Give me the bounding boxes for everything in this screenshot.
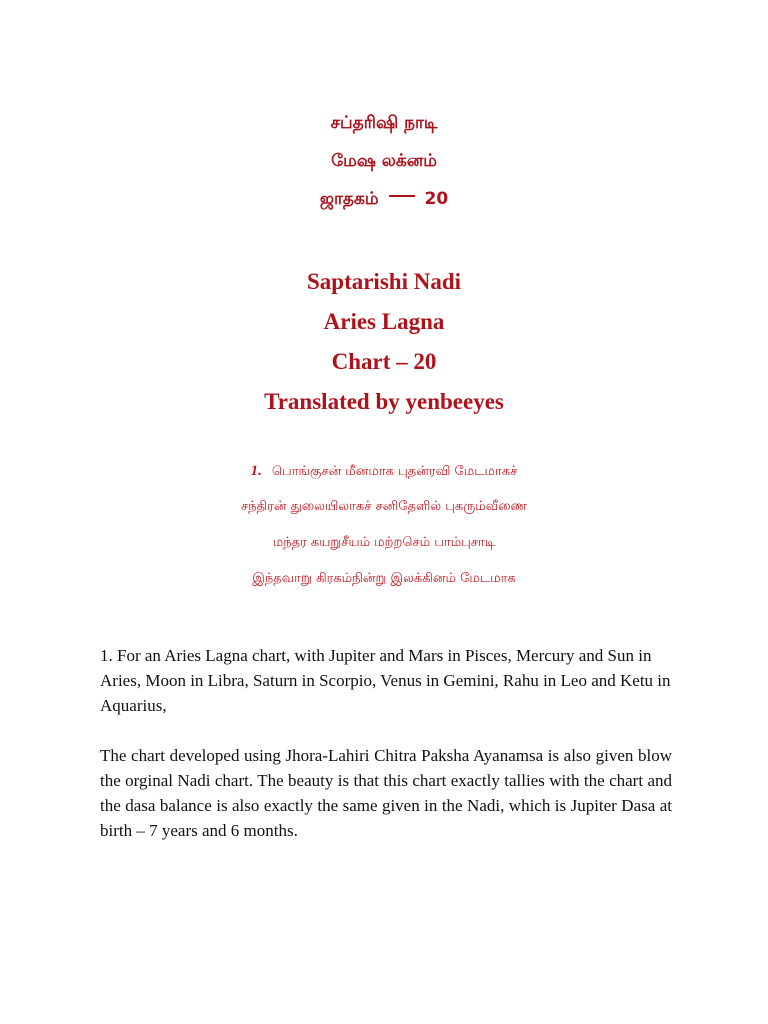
- english-title-line-2: Aries Lagna: [323, 309, 445, 334]
- verse-line-4: இந்தவாறு கிரகம்நின்று இலக்கினம் மேடமாக: [252, 571, 516, 586]
- tamil-title-line-1: சப்தரிஷி நாடி: [330, 113, 438, 133]
- verse-line-1-text: பொங்குசன் மீனமாக புதன்ரவி மேடமாகச்: [271, 464, 518, 479]
- tamil-verse: [0, 453, 768, 597]
- verse-line-1: [0, 453, 768, 489]
- translation-paragraph-1: 1. For an Aries Lagna chart, with Jupiter and Mars in Pisces, Mercury and Sun in Aries, Moon in Libra, Saturn in Scorpio, Venus in Gemini, Rahu in Leo and Ketu in Aquarius,: [100, 646, 671, 715]
- verse-line-2: சந்திரன் துலையிலாகச் சனிதேளில் புகரும்வீணை: [240, 499, 528, 514]
- tamil-title-block: [0, 104, 768, 218]
- verse-number: 1.: [250, 463, 262, 479]
- translator-credit: Translated by yenbeeyes: [264, 389, 504, 414]
- english-title-line-3: Chart – 20: [331, 349, 437, 374]
- tamil-title-line-3: [0, 180, 768, 218]
- tamil-chart-number: 20: [424, 189, 449, 209]
- tamil-chart-word: ஜாதகம்: [319, 189, 379, 209]
- english-title-line-1: Saptarishi Nadi: [306, 269, 461, 294]
- english-title-block: [0, 262, 768, 422]
- verse-line-3: மந்தர கயறுசீயம் மற்றசெம் பாம்புசாடி: [272, 535, 496, 550]
- tamil-title-line-2: மேஷ லக்னம்: [331, 151, 437, 171]
- translation-paragraph-2: The chart developed using Jhora-Lahiri Chitra Paksha Ayanamsa is also given blow the orginal Nadi chart. The beauty is that this chart exactly tallies with the chart and the dasa balance is also exactly the same given in the Nadi, which is Jupiter Dasa at birth – 7 years and 6 months.: [100, 746, 672, 840]
- title-dash: [389, 195, 415, 197]
